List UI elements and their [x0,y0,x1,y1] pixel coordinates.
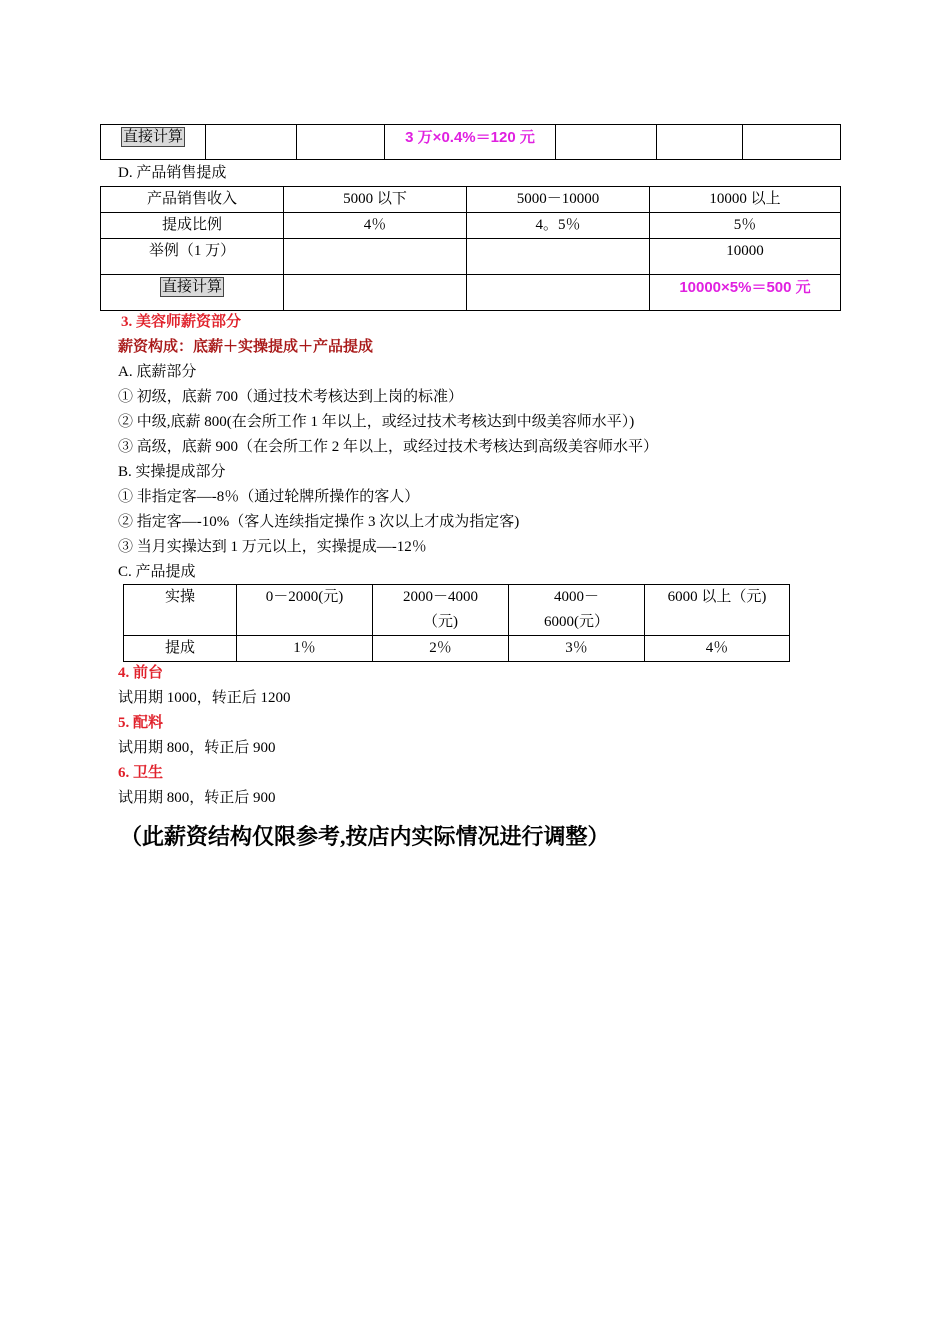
list-item: ② 指定客—-10%（客人连续指定操作 3 次以上才成为指定客) [118,514,520,530]
table-row [101,239,841,275]
empty-cell [467,275,650,311]
empty-cell [284,239,467,275]
operation-commission-heading: B. 实操提成部分 [118,464,226,480]
empty-cell [284,275,467,311]
table-cell: 提成 [124,636,237,662]
table-cell: 4％ [645,636,790,662]
mixing-salary: 试用期 800，转正后 900 [118,740,276,756]
salary-composition: 薪资构成：底薪＋实操提成＋产品提成 [118,339,374,355]
table-cell: 5000－10000 [467,187,650,213]
table-cell: 4。5％ [467,213,650,239]
top-calc-table [100,124,841,160]
list-item: ③ 高级，底薪 900（在会所工作 2 年以上，或经过技术考核达到高级美容师水平） [118,439,659,455]
cell-line: 2000－4000 [402,589,478,605]
base-salary-heading: A. 底薪部分 [118,364,197,380]
table-row [124,585,790,636]
empty-cell [467,239,650,275]
empty-cell [556,125,657,160]
table-cell: 实操 [124,585,237,636]
product-sales-table [100,186,841,311]
section-d-heading: D. 产品销售提成 [118,165,227,181]
table-row [101,213,841,239]
empty-cell [743,125,841,160]
empty-cell [657,125,743,160]
front-desk-salary: 试用期 1000，转正后 1200 [118,690,291,706]
result-cell [385,125,556,160]
cell-line: （元) [423,614,458,630]
list-item: ① 非指定客—-8％（通过轮牌所操作的客人） [118,489,420,505]
section-5-heading: 5. 配料 [118,715,164,731]
table-cell: 举例（1 万） [101,239,284,275]
product-commission-table [123,584,790,662]
direct-calc-button[interactable]: 直接计算 [161,279,222,295]
table-cell: 1％ [237,636,373,662]
table-cell: 5000 以下 [284,187,467,213]
cell-line: 6000(元） [544,614,609,630]
section-6-heading: 6. 卫生 [118,765,164,781]
footer-note: （此薪资结构仅限参考,按店内实际情况进行调整） [120,824,610,849]
table-cell: 产品销售收入 [101,187,284,213]
direct-calc-button[interactable]: 直接计算 [122,129,183,145]
table-cell: 10000 [650,239,841,275]
table-cell [509,585,645,636]
calc-result: 10000×5%＝500 元 [679,279,811,296]
cell-line: 4000－ [553,589,599,605]
calc-result: 3 万×0.4%＝120 元 [405,129,535,146]
product-commission-heading: C. 产品提成 [118,564,196,580]
empty-cell [297,125,385,160]
table-row [101,187,841,213]
list-item: ③ 当月实操达到 1 万元以上，实操提成—-12％ [118,539,427,555]
table-row [101,275,841,311]
cleaning-salary: 试用期 800，转正后 900 [118,790,276,806]
list-item: ① 初级，底薪 700（通过技术考核达到上岗的标准） [118,389,464,405]
table-cell: 5％ [650,213,841,239]
table-cell: 3％ [509,636,645,662]
empty-cell [206,125,297,160]
list-item: ② 中级,底薪 800(在会所工作 1 年以上，或经过技术考核达到中级美容师水平）) [118,414,635,430]
table-cell: 2％ [373,636,509,662]
table-cell: 10000 以上 [650,187,841,213]
calc-cell [101,125,206,160]
table-cell: 6000 以上（元) [645,585,790,636]
table-cell [373,585,509,636]
section-4-heading: 4. 前台 [118,665,164,681]
result-cell [650,275,841,311]
section-3-heading: 3. 美容师薪资部分 [121,314,242,330]
table-cell: 提成比例 [101,213,284,239]
table-cell: 4％ [284,213,467,239]
table-row [124,636,790,662]
table-cell: 0－2000(元) [237,585,373,636]
calc-cell [101,275,284,311]
